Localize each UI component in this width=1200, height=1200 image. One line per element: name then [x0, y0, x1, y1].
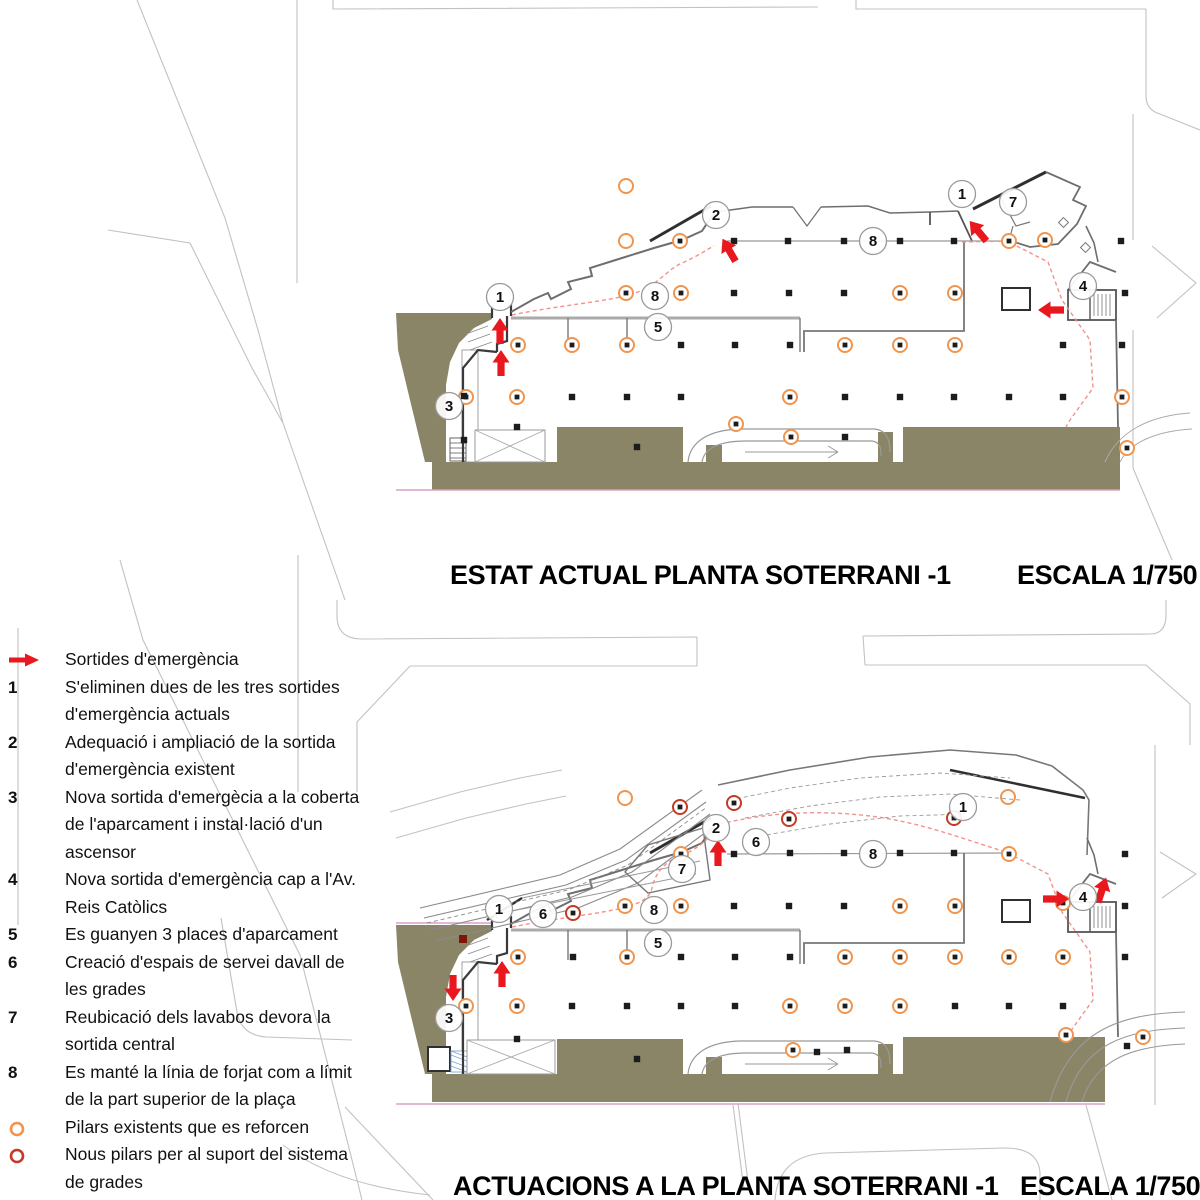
pillar-existing [569, 1003, 575, 1009]
plan-marker-5 [645, 930, 672, 957]
svg-text:8: 8 [868, 846, 878, 864]
legend-item [8, 729, 360, 784]
pillar-existing [1122, 903, 1128, 909]
plan-marker-6 [743, 829, 770, 856]
pillar-existing [678, 954, 684, 960]
plan-marker-1 [486, 896, 513, 923]
pillar-new-grades [566, 906, 580, 920]
svg-text:7: 7 [1008, 194, 1018, 212]
plan1-ground [396, 313, 1120, 490]
svg-text:2: 2 [711, 207, 721, 225]
pillar-reinforced [511, 950, 525, 964]
pillar-existing [841, 850, 847, 856]
pillar-reinforced [620, 950, 634, 964]
plan-marker-4 [1070, 884, 1097, 911]
pillar-existing [897, 850, 903, 856]
legend-item [8, 1004, 360, 1059]
pillar-reinforced [893, 950, 907, 964]
pillar-new-grades [782, 812, 796, 826]
pillar-new-grades [673, 800, 687, 814]
svg-text:8: 8 [868, 233, 878, 251]
legend-item [8, 646, 360, 674]
pillar-ring [618, 791, 632, 805]
svg-text:1: 1 [495, 289, 505, 307]
pillar-reinforced [948, 286, 962, 300]
legend-number: 6 [8, 952, 18, 972]
plan-marker-4 [1070, 273, 1097, 300]
plan-marker-1 [949, 181, 976, 208]
pillar-reinforced [565, 338, 579, 352]
legend-label: Sortides d'emergència [65, 649, 239, 669]
pillar-existing [952, 1003, 958, 1009]
pillar-existing [634, 444, 640, 450]
plan-marker-2 [703, 815, 730, 842]
legend-number: 2 [8, 732, 18, 752]
svg-text:4: 4 [1078, 889, 1088, 907]
pillar-reinforced-wall [459, 935, 467, 943]
plan2-drawing [396, 750, 1185, 1104]
pillar-existing [678, 1003, 684, 1009]
emergency-exit-arrow [1038, 302, 1064, 319]
legend-label: Reubicació dels lavabos devora la sortida central [65, 1006, 331, 1054]
pillar-reinforced [893, 999, 907, 1013]
plan1-title: ESTAT ACTUAL PLANTA SOTERRANI -1 [450, 560, 951, 590]
pillar-existing [786, 290, 792, 296]
plan-marker-8 [641, 897, 668, 924]
pillar-existing [841, 903, 847, 909]
legend-number: 5 [8, 925, 18, 944]
pillar-reinforced [838, 999, 852, 1013]
pillar-existing [951, 238, 957, 244]
pillar-reinforced [674, 899, 688, 913]
pillar-existing [1119, 342, 1125, 348]
pillar-existing [678, 342, 684, 348]
pillar-ring [619, 234, 633, 248]
pillar-existing [624, 1003, 630, 1009]
svg-text:6: 6 [538, 906, 548, 924]
legend-number: 7 [8, 1007, 18, 1027]
legend-number: 8 [8, 1062, 18, 1082]
pillar-existing [951, 850, 957, 856]
pillar-reinforced [1059, 1028, 1073, 1042]
pillar-reinforced [620, 338, 634, 352]
legend-item [8, 1059, 360, 1114]
pillar-ring [1001, 790, 1015, 804]
legend-label: S'eliminen dues de les tres sortides d'emergència actuals [65, 676, 340, 724]
pillar-existing [1122, 290, 1128, 296]
pillar-existing [514, 424, 520, 430]
pillar-reinforced [1002, 950, 1016, 964]
svg-text:8: 8 [649, 902, 659, 920]
plan-marker-8 [860, 841, 887, 868]
plan-marker-6 [530, 901, 557, 928]
legend-label: Creació d'espais de servei davall de les grades [65, 951, 345, 999]
pillar-existing [786, 903, 792, 909]
plan-marker-2 [703, 202, 730, 229]
svg-text:3: 3 [444, 1010, 454, 1028]
pillar-existing [897, 238, 903, 244]
pillar-reinforced [893, 899, 907, 913]
plan1-drawing [396, 172, 1192, 490]
pillar-reinforced [838, 338, 852, 352]
pillar-existing [787, 342, 793, 348]
emergency-exit-arrow [493, 350, 510, 376]
pillar-existing [461, 393, 467, 399]
pillar-reinforced [783, 999, 797, 1013]
pillar-existing [732, 1003, 738, 1009]
pillar-existing [787, 954, 793, 960]
pillar-existing [732, 954, 738, 960]
plan-marker-1 [487, 284, 514, 311]
pillar-existing [1006, 1003, 1012, 1009]
plan-marker-5 [645, 314, 672, 341]
legend-item [8, 921, 360, 949]
pillar-existing [1122, 954, 1128, 960]
svg-text:7: 7 [677, 861, 687, 879]
plan1-scale: ESCALA 1/750 [1017, 560, 1198, 590]
pillar-existing [461, 437, 467, 443]
svg-text:5: 5 [653, 319, 663, 337]
pillar-existing [842, 434, 848, 440]
svg-text:1: 1 [957, 186, 967, 204]
pillar-existing [1124, 1043, 1130, 1049]
legend-item [8, 674, 360, 729]
pillar-existing [624, 394, 630, 400]
pillar-existing [731, 290, 737, 296]
pillar-reinforced [948, 338, 962, 352]
legend-number: 3 [8, 787, 18, 807]
pillar-reinforced [1115, 390, 1129, 404]
pillar-existing [787, 850, 793, 856]
pillar-reinforced [948, 950, 962, 964]
plan2-scale: ESCALA 1/750 [1020, 1171, 1200, 1200]
svg-text:4: 4 [1078, 278, 1088, 296]
pillar-reinforced [1056, 950, 1070, 964]
pillar-new-grades [727, 796, 741, 810]
plan2-ground [396, 925, 1105, 1102]
pillar-reinforced [1002, 234, 1016, 248]
pillar-existing [731, 851, 737, 857]
legend-item [8, 949, 360, 1004]
legend-label: Nova sortida d'emergència cap a l'Av. Reis Catòlics [65, 869, 357, 917]
pillar-ring [619, 179, 633, 193]
legend-item [8, 1141, 360, 1196]
legend-number: 4 [8, 870, 18, 889]
pillar-reinforced [1120, 441, 1134, 455]
pillar-reinforced [673, 234, 687, 248]
plan-marker-7 [669, 856, 696, 883]
new-pillar-icon [8, 1141, 65, 1165]
pillar-existing [569, 394, 575, 400]
pillar-existing [842, 394, 848, 400]
legend-item [8, 866, 360, 921]
pillar-reinforced [1038, 233, 1052, 247]
plan-marker-8 [860, 228, 887, 255]
pillar-existing [841, 238, 847, 244]
legend-label: Adequació i ampliació de la sortida d'emergència existent [65, 731, 336, 779]
legend-label: Nova sortida d'emergècia a la coberta de l'aparcament i instal·lació d'un ascensor [65, 786, 360, 862]
svg-text:1: 1 [958, 799, 968, 817]
svg-text:2: 2 [711, 820, 721, 838]
plan-marker-7 [1000, 189, 1027, 216]
plan-marker-8 [642, 283, 669, 310]
pillar-reinforced [838, 950, 852, 964]
legend-item [8, 784, 360, 867]
pillar-existing [731, 903, 737, 909]
pillar-existing [1122, 851, 1128, 857]
emergency-exit-arrow [710, 840, 727, 866]
legend-item [8, 1114, 360, 1142]
pillar-reinforced [1002, 847, 1016, 861]
plan-marker-3 [436, 393, 463, 420]
legend-label: Es manté la línia de forjat com a límit de la part superior de la plaça [65, 1061, 352, 1109]
pillar-existing [814, 1049, 820, 1055]
legend [8, 646, 360, 1196]
pillar-existing [1118, 238, 1124, 244]
pillar-existing [897, 394, 903, 400]
pillar-reinforced [784, 430, 798, 444]
pillar-reinforced [1136, 1030, 1150, 1044]
plan-marker-3 [436, 1005, 463, 1032]
pillar-reinforced [510, 999, 524, 1013]
pillar-reinforced [618, 899, 632, 913]
existing-pillar-icon [8, 1114, 65, 1138]
pillar-reinforced [948, 899, 962, 913]
pillar-existing [841, 290, 847, 296]
pillar-existing [732, 342, 738, 348]
pillar-existing [844, 1047, 850, 1053]
pillar-reinforced [893, 338, 907, 352]
plan-marker-1 [950, 794, 977, 821]
pillar-existing [1060, 342, 1066, 348]
legend-label: Es guanyen 3 places d'aparcament [65, 924, 338, 944]
plan1-walls [450, 172, 1192, 462]
pillar-existing [951, 394, 957, 400]
pillar-existing [678, 394, 684, 400]
pillar-existing [1060, 394, 1066, 400]
legend-label: Nous pilars per al suport del sistema de grades [65, 1144, 349, 1192]
plan2-title: ACTUACIONS A LA PLANTA SOTERRANI -1 [453, 1171, 999, 1200]
pillar-existing [634, 1056, 640, 1062]
legend-label: Pilars existents que es reforcen [65, 1116, 310, 1137]
pillar-existing [514, 1036, 520, 1042]
emergency-exit-arrow-icon [8, 646, 65, 668]
legend-number: 1 [8, 677, 18, 697]
svg-text:1: 1 [494, 901, 504, 919]
pillar-existing [785, 238, 791, 244]
svg-text:8: 8 [650, 288, 660, 306]
pillar-reinforced [674, 286, 688, 300]
pillar-reinforced [893, 286, 907, 300]
pillar-existing [1060, 1003, 1066, 1009]
svg-text:5: 5 [653, 935, 663, 953]
pillar-reinforced [619, 286, 633, 300]
pillar-reinforced [511, 338, 525, 352]
emergency-exit-arrow [715, 234, 743, 265]
pillar-existing [570, 954, 576, 960]
svg-text:6: 6 [751, 834, 761, 852]
pillar-reinforced [783, 390, 797, 404]
svg-text:3: 3 [444, 398, 454, 416]
pillar-reinforced [510, 390, 524, 404]
pillar-reinforced [729, 417, 743, 431]
pillar-reinforced [786, 1043, 800, 1057]
pillar-existing [1006, 394, 1012, 400]
